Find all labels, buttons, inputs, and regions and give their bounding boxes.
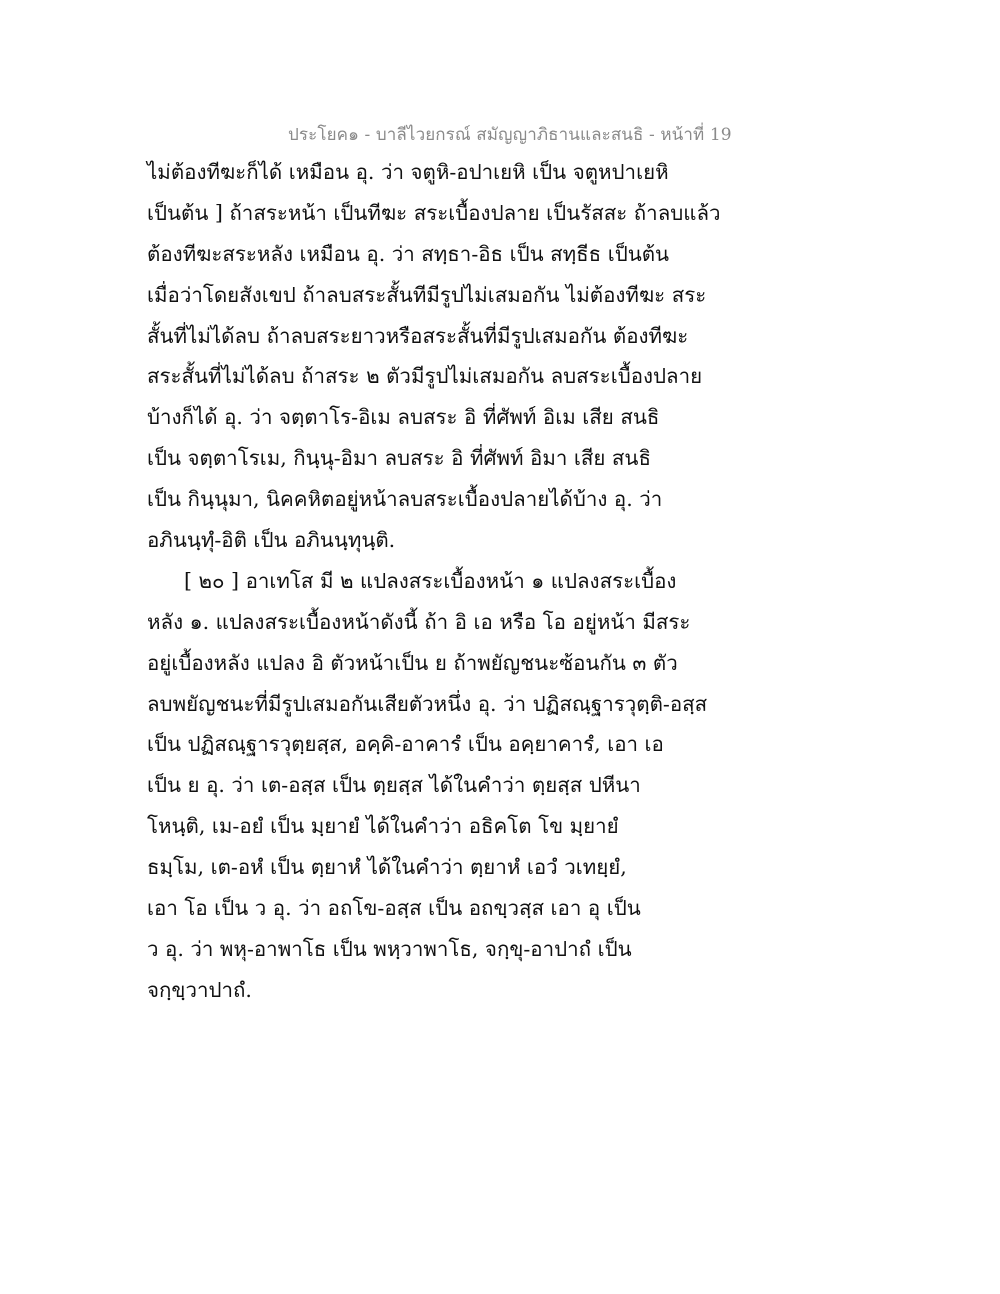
- text-line: เป็น กินฺนุมา, นิคคหิตอยู่หน้าลบสระเบื้องปลายได้บ้าง อุ. ว่า: [147, 487, 663, 512]
- text-line: หลัง ๑. แปลงสระเบื้องหน้าดังนี้ ถ้า อิ เอ หรือ โอ อยู่หน้า มีสระ: [147, 609, 691, 634]
- text-line: เป็น ย อุ. ว่า เต-อสฺส เป็น ตฺยสฺส ได้ในคำว่า ตฺยสฺส ปหีนา: [147, 773, 641, 798]
- text-line: ลบพยัญชนะที่มีรูปเสมอกันเสียตัวหนึ่ง อุ. ว่า ปฏิสณฺฐารวุตฺติ-อสฺส: [147, 691, 708, 716]
- text-line: จกฺขฺวาปาถํ.: [147, 977, 252, 1002]
- text-line: ธมฺโม, เต-อหํ เป็น ตฺยาหํ ได้ในคำว่า ตฺยาหํ เอวํ วเทยฺยํ,: [147, 855, 627, 880]
- text-line: เป็น ปฏิสณฺฐารวุตฺยสฺส, อคฺคิ-อาคารํ เป็น อคฺยาคารํ, เอา เอ: [147, 732, 664, 757]
- text-line: ว อุ. ว่า พหุ-อาพาโธ เป็น พหฺวาพาโธ, จกฺขุ-อาปาถํ เป็น: [147, 936, 632, 961]
- text-line: ต้องทีฆะสระหลัง เหมือน อุ. ว่า สทฺธา-อิธ เป็น สทฺธีธ เป็นต้น: [147, 241, 670, 266]
- text-line: สั้นที่ไม่ได้ลบ ถ้าลบสระยาวหรือสระสั้นที่มีรูปเสมอกัน ต้องทีฆะ: [147, 323, 689, 348]
- text-line: เมื่อว่าโดยสังเขป ถ้าลบสระสั้นทีมีรูปไม่เสมอกัน ไม่ต้องทีฆะ สระ: [147, 282, 707, 307]
- text-line: โหนฺติ, เม-อยํ เป็น มฺยายํ ได้ในคำว่า อธิคโต โข มฺยายํ: [147, 814, 619, 839]
- text-line: บ้างก็ได้ อุ. ว่า จตฺตาโร-อิเม ลบสระ อิ ที่ศัพท์ อิเม เสีย สนธิ: [147, 405, 660, 430]
- running-head: ประโยค๑ - บาลีไวยกรณ์ สมัญญาภิธานและสนธิ - หน้าที่ 19: [288, 125, 732, 145]
- paragraph-start-line: [ ๒๐ ] อาเทโส มี ๒ แปลงสระเบื้องหน้า ๑ แปลงสระเบื้อง: [184, 568, 677, 593]
- text-line: เอา โอ เป็น ว อุ. ว่า อถโข-อสฺส เป็น อถขฺวสฺส เอา อุ เป็น: [147, 896, 641, 921]
- body-text: [147, 152, 867, 1011]
- text-line: อยู่เบื้องหลัง แปลง อิ ตัวหน้าเป็น ย ถ้าพยัญชนะซ้อนกัน ๓ ตัว: [147, 650, 678, 675]
- text-line: ไม่ต้องทีฆะก็ได้ เหมือน อุ. ว่า จตูหิ-อปาเยหิ เป็น จตูหปาเยหิ: [147, 160, 669, 184]
- text-line: เป็นต้น ] ถ้าสระหน้า เป็นทีฆะ สระเบื้องปลาย เป็นรัสสะ ถ้าลบแล้ว: [147, 200, 721, 225]
- text-line: อภินนฺทุํ-อิติ เป็น อภินนฺทุนฺติ.: [147, 528, 396, 553]
- text-line: สระสั้นที่ไม่ได้ลบ ถ้าสระ ๒ ตัวมีรูปไม่เสมอกัน ลบสระเบื้องปลาย: [147, 364, 703, 389]
- text-line: เป็น จตฺตาโรเม, กินฺนุ-อิมา ลบสระ อิ ที่ศัพท์ อิมา เสีย สนธิ: [147, 446, 651, 471]
